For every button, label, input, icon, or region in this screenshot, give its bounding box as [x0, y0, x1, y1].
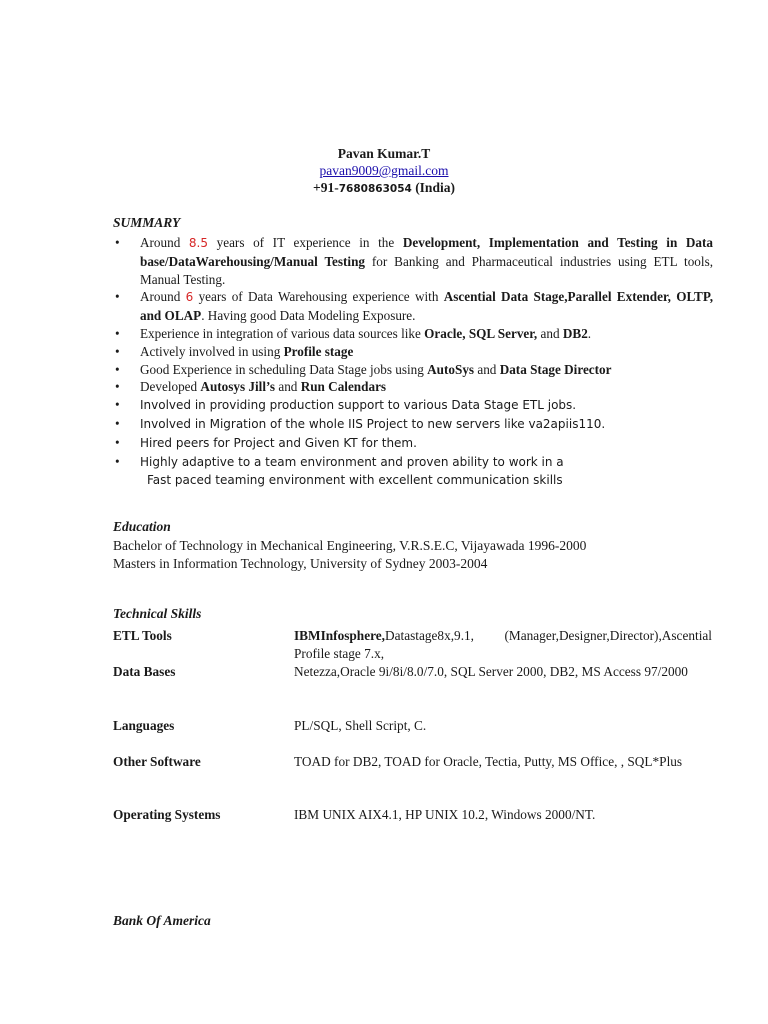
bullet-icon: • — [115, 379, 120, 395]
bullet-icon: • — [115, 361, 120, 377]
years-highlight: 6 — [185, 290, 194, 305]
phone-prefix: +91- — [313, 180, 339, 195]
skill-value: IBMInfosphere,Datastage8x,9.1, (Manager,Designer,Director),Ascential Profile stage 7.x, — [294, 628, 712, 661]
skill-label: Other Software — [113, 754, 201, 769]
candidate-name: Pavan Kumar.T — [337, 146, 431, 161]
skill-value: TOAD for DB2, TOAD for Oracle, Tectia, Putty, MS Office, , SQL*Plus — [294, 754, 683, 769]
summary-item: • Developed Autosys Jill’s and Run Calendars — [115, 379, 387, 395]
skill-label: Languages — [113, 718, 175, 733]
phone-country: (India) — [415, 180, 455, 195]
bullet-icon: • — [115, 415, 120, 431]
summary-item: • Actively involved in using Profile stage — [115, 343, 354, 359]
summary-item: • Around 8.5 years of IT experience in the Development, Implementation and Testing in Data base/DataWarehousing/Manual Testing for Banking and Pharmaceutical industries using ETL tools, Manual Testing. — [115, 235, 713, 287]
skill-label: ETL Tools — [113, 628, 172, 643]
bullet-icon: • — [115, 434, 120, 450]
employer-heading: Bank Of America — [113, 913, 211, 928]
education-entry: Bachelor of Technology in Mechanical Engineering, V.R.S.E.C, Vijayawada 1996-2000 — [113, 538, 587, 553]
skill-label: Data Bases — [113, 664, 176, 679]
years-highlight: 8.5 — [188, 236, 209, 250]
phone-line — [0, 179, 768, 198]
summary-list — [113, 234, 713, 490]
bullet-icon: • — [115, 289, 120, 305]
email-link[interactable]: pavan9009@gmail.com — [319, 163, 449, 178]
summary-item: • Involved in providing production support to various Data Stage ETL jobs. — [115, 397, 577, 413]
summary-item-continuation: Fast paced teaming environment with excellent communication skills — [147, 473, 563, 488]
skill-value: IBM UNIX AIX4.1, HP UNIX 10.2, Windows 2000/NT. — [294, 807, 596, 822]
bullet-icon: • — [115, 453, 120, 469]
phone-number: 7680863054 — [338, 183, 412, 195]
bullet-icon: • — [115, 397, 120, 413]
skill-value: Netezza,Oracle 9i/8i/8.0/7.0, SQL Server 2000, DB2, MS Access 97/2000 — [294, 664, 688, 679]
education-title: Education — [113, 519, 171, 534]
bullet-icon: • — [115, 235, 120, 250]
skill-label: Operating Systems — [113, 807, 221, 822]
bullet-icon: • — [115, 325, 120, 341]
education-list — [113, 537, 586, 573]
bullet-icon: • — [115, 343, 120, 359]
summary-item: • Highly adaptive to a team environment and proven ability to work in a — [115, 453, 564, 469]
summary-item: • Hired peers for Project and Given KT for them. — [115, 434, 417, 450]
summary-title: SUMMARY — [113, 215, 181, 230]
summary-item: • Experience in integration of various data sources like Oracle, SQL Server, and DB2. — [115, 325, 592, 341]
skill-value: PL/SQL, Shell Script, C. — [294, 718, 427, 733]
summary-item: • Around 6 years of Data Warehousing experience with Ascential Data Stage,Parallel Extender, OLTP, and OLAP. Having good Data Modeling Exposure. — [115, 289, 713, 324]
skills-title: Technical Skills — [113, 606, 202, 621]
education-entry: Masters in Information Technology, University of Sydney 2003-2004 — [113, 556, 488, 571]
summary-item: • Involved in Migration of the whole IIS Project to new servers like va2apiis110. — [115, 415, 606, 431]
contact-header — [0, 145, 768, 198]
summary-item: • Good Experience in scheduling Data Stage jobs using AutoSys and Data Stage Director — [115, 361, 612, 377]
